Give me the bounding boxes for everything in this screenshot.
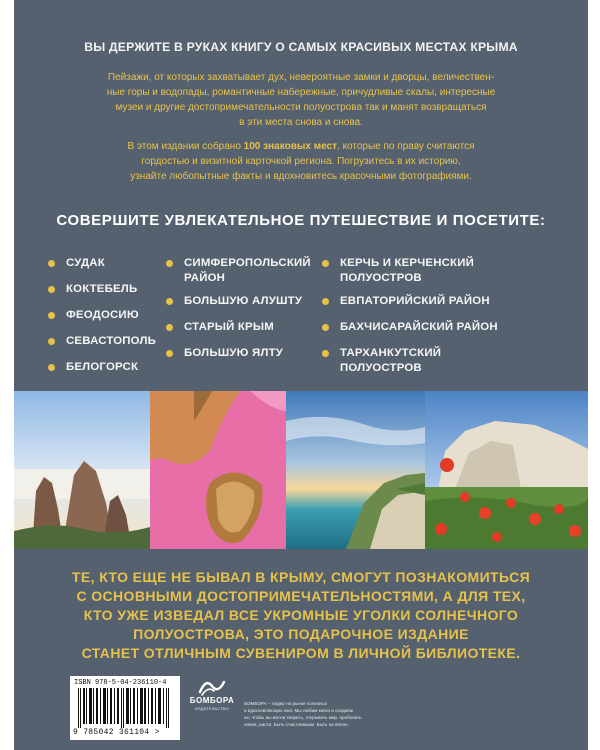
bullet-dot [322, 260, 329, 267]
place-label: СИМФЕРОПОЛЬСКИЙ [184, 257, 311, 269]
place-item [166, 294, 311, 309]
fineprint-line: БОМБОРА – лидер на рынке полезных [244, 701, 328, 706]
intro-line: в эти места снова и снова. [239, 117, 363, 128]
closing-text [44, 568, 558, 663]
closing-line: КТО УЖЕ ИЗВЕДАЛ ВСЕ УКРОМНЫЕ УГОЛКИ СОЛНЕЧНОГО [83, 607, 519, 623]
bullet-dot [48, 338, 55, 345]
fineprint-line: новое, расти. Быть счастливыми. Быть на волне. [244, 722, 349, 727]
mountain-photo [14, 391, 150, 549]
place-label: БОЛЬШУЮ АЛУШТУ [184, 295, 303, 307]
bullet-dot [48, 364, 55, 371]
publisher-fineprint [244, 700, 404, 728]
intro-line: Пейзажи, от которых захватывает дух, невероятные замки и дворцы, величествен- [107, 72, 495, 83]
bullet-dot [166, 350, 173, 357]
place-label: ФЕОДОСИЮ [66, 309, 139, 321]
place-label: БОЛЬШУЮ ЯЛТУ [184, 347, 284, 359]
places-column-3 [322, 256, 498, 376]
place-item [166, 256, 311, 286]
bullet-dot [166, 324, 173, 331]
fineprint-line: их, чтобы вы могли творить, открывать мир, пробовать [244, 715, 362, 720]
isbn-number: ISBN 978-5-04-236110-4 [74, 679, 167, 687]
place-item [166, 320, 311, 335]
seaside-sunrise-photo [286, 391, 425, 549]
publisher-subtitle: ИЗДАТЕЛЬСТВО [195, 706, 229, 711]
place-item [166, 346, 311, 361]
place-label: ЕВПАТОРИЙСКИЙ РАЙОН [340, 295, 490, 307]
place-label: ПОЛУОСТРОВ [340, 362, 422, 374]
isbn-barcode [70, 676, 180, 740]
bullet-dot [322, 324, 329, 331]
place-item [48, 360, 156, 375]
place-label: КОКТЕБЕЛЬ [66, 283, 138, 295]
intro-bold-count: 100 знаковых мест [243, 141, 338, 152]
headline: ВЫ ДЕРЖИТЕ В РУКАХ КНИГУ О САМЫХ КРАСИВЫХ МЕСТАХ КРЫМА [84, 40, 518, 54]
intro-text: В этом издании собрано [127, 141, 244, 152]
intro-line: узнайте любопытные факты и вдохновитесь красочными фотографиями. [130, 171, 472, 182]
intro-line [64, 139, 538, 154]
fineprint-line: и вдохновляющих книг. Мы любим книги и создаем [244, 708, 353, 713]
bullet-dot [322, 350, 329, 357]
bullet-dot [48, 286, 55, 293]
bullet-dot [322, 298, 329, 305]
closing-line: ПОЛУОСТРОВА, ЭТО ПОДАРОЧНОЕ ИЗДАНИЕ [133, 626, 469, 642]
barcode-bars [76, 688, 174, 728]
barcode-digits: 9 785042 361104 > [73, 728, 160, 737]
place-label: СТАРЫЙ КРЫМ [184, 321, 274, 333]
place-item [322, 294, 498, 309]
publisher-name: БОМБОРА [189, 696, 235, 705]
place-item [48, 256, 156, 271]
bullet-dot [48, 260, 55, 267]
place-item [48, 334, 156, 349]
place-label: БАХЧИСАРАЙСКИЙ РАЙОН [340, 321, 498, 333]
place-label: КЕРЧЬ И КЕРЧЕНСКИЙ [340, 257, 474, 269]
intro-paragraph-2 [64, 139, 538, 184]
place-item [322, 320, 498, 335]
place-label: ПОЛУОСТРОВ [340, 272, 422, 284]
place-item [48, 282, 156, 297]
places-heading: СОВЕРШИТЕ УВЛЕКАТЕЛЬНОЕ ПУТЕШЕСТВИЕ И ПОСЕТИТЕ: [56, 212, 546, 229]
place-label: СУДАК [66, 257, 105, 269]
cliff-poppies-photo [425, 391, 588, 549]
place-label: РАЙОН [184, 272, 226, 284]
place-label: СЕВАСТОПОЛЬ [66, 335, 157, 347]
bullet-dot [48, 312, 55, 319]
book-back-cover [14, 0, 588, 750]
intro-text: , которые по праву считаются [337, 141, 475, 152]
intro-line: гордостью и визитной карточкой региона. Погрузитесь в их историю, [141, 156, 461, 167]
publisher-logo [182, 676, 242, 711]
place-label: БЕЛОГОРСК [66, 361, 139, 373]
place-item [322, 256, 498, 286]
place-label: ТАРХАНКУТСКИЙ [340, 347, 442, 359]
places-column-2 [166, 256, 311, 361]
pink-lake-photo [150, 391, 286, 549]
closing-line: С ОСНОВНЫМИ ДОСТОПРИМЕЧАТЕЛЬНОСТЯМИ, А ДЛЯ ТЕХ, [76, 588, 526, 604]
closing-line: СТАНЕТ ОТЛИЧНЫМ СУВЕНИРОМ В ЛИЧНОЙ БИБЛИОТЕКЕ. [81, 645, 521, 661]
place-item [48, 308, 156, 323]
photo-strip [14, 391, 588, 549]
intro-paragraph-1 [64, 70, 538, 130]
bombora-wave-icon [198, 676, 226, 696]
bullet-dot [166, 260, 173, 267]
places-column-1 [48, 256, 156, 375]
place-item [322, 346, 498, 376]
intro-line: музеи и другие достопримечательности полуострова так и манят возвращаться [115, 102, 487, 113]
closing-line: ТЕ, КТО ЕЩЕ НЕ БЫВАЛ В КРЫМУ, СМОГУТ ПОЗНАКОМИТЬСЯ [71, 569, 531, 585]
bullet-dot [166, 298, 173, 305]
intro-line: ные горы и водопады, романтичные набережные, причудливые скалы, интересные [106, 87, 496, 98]
